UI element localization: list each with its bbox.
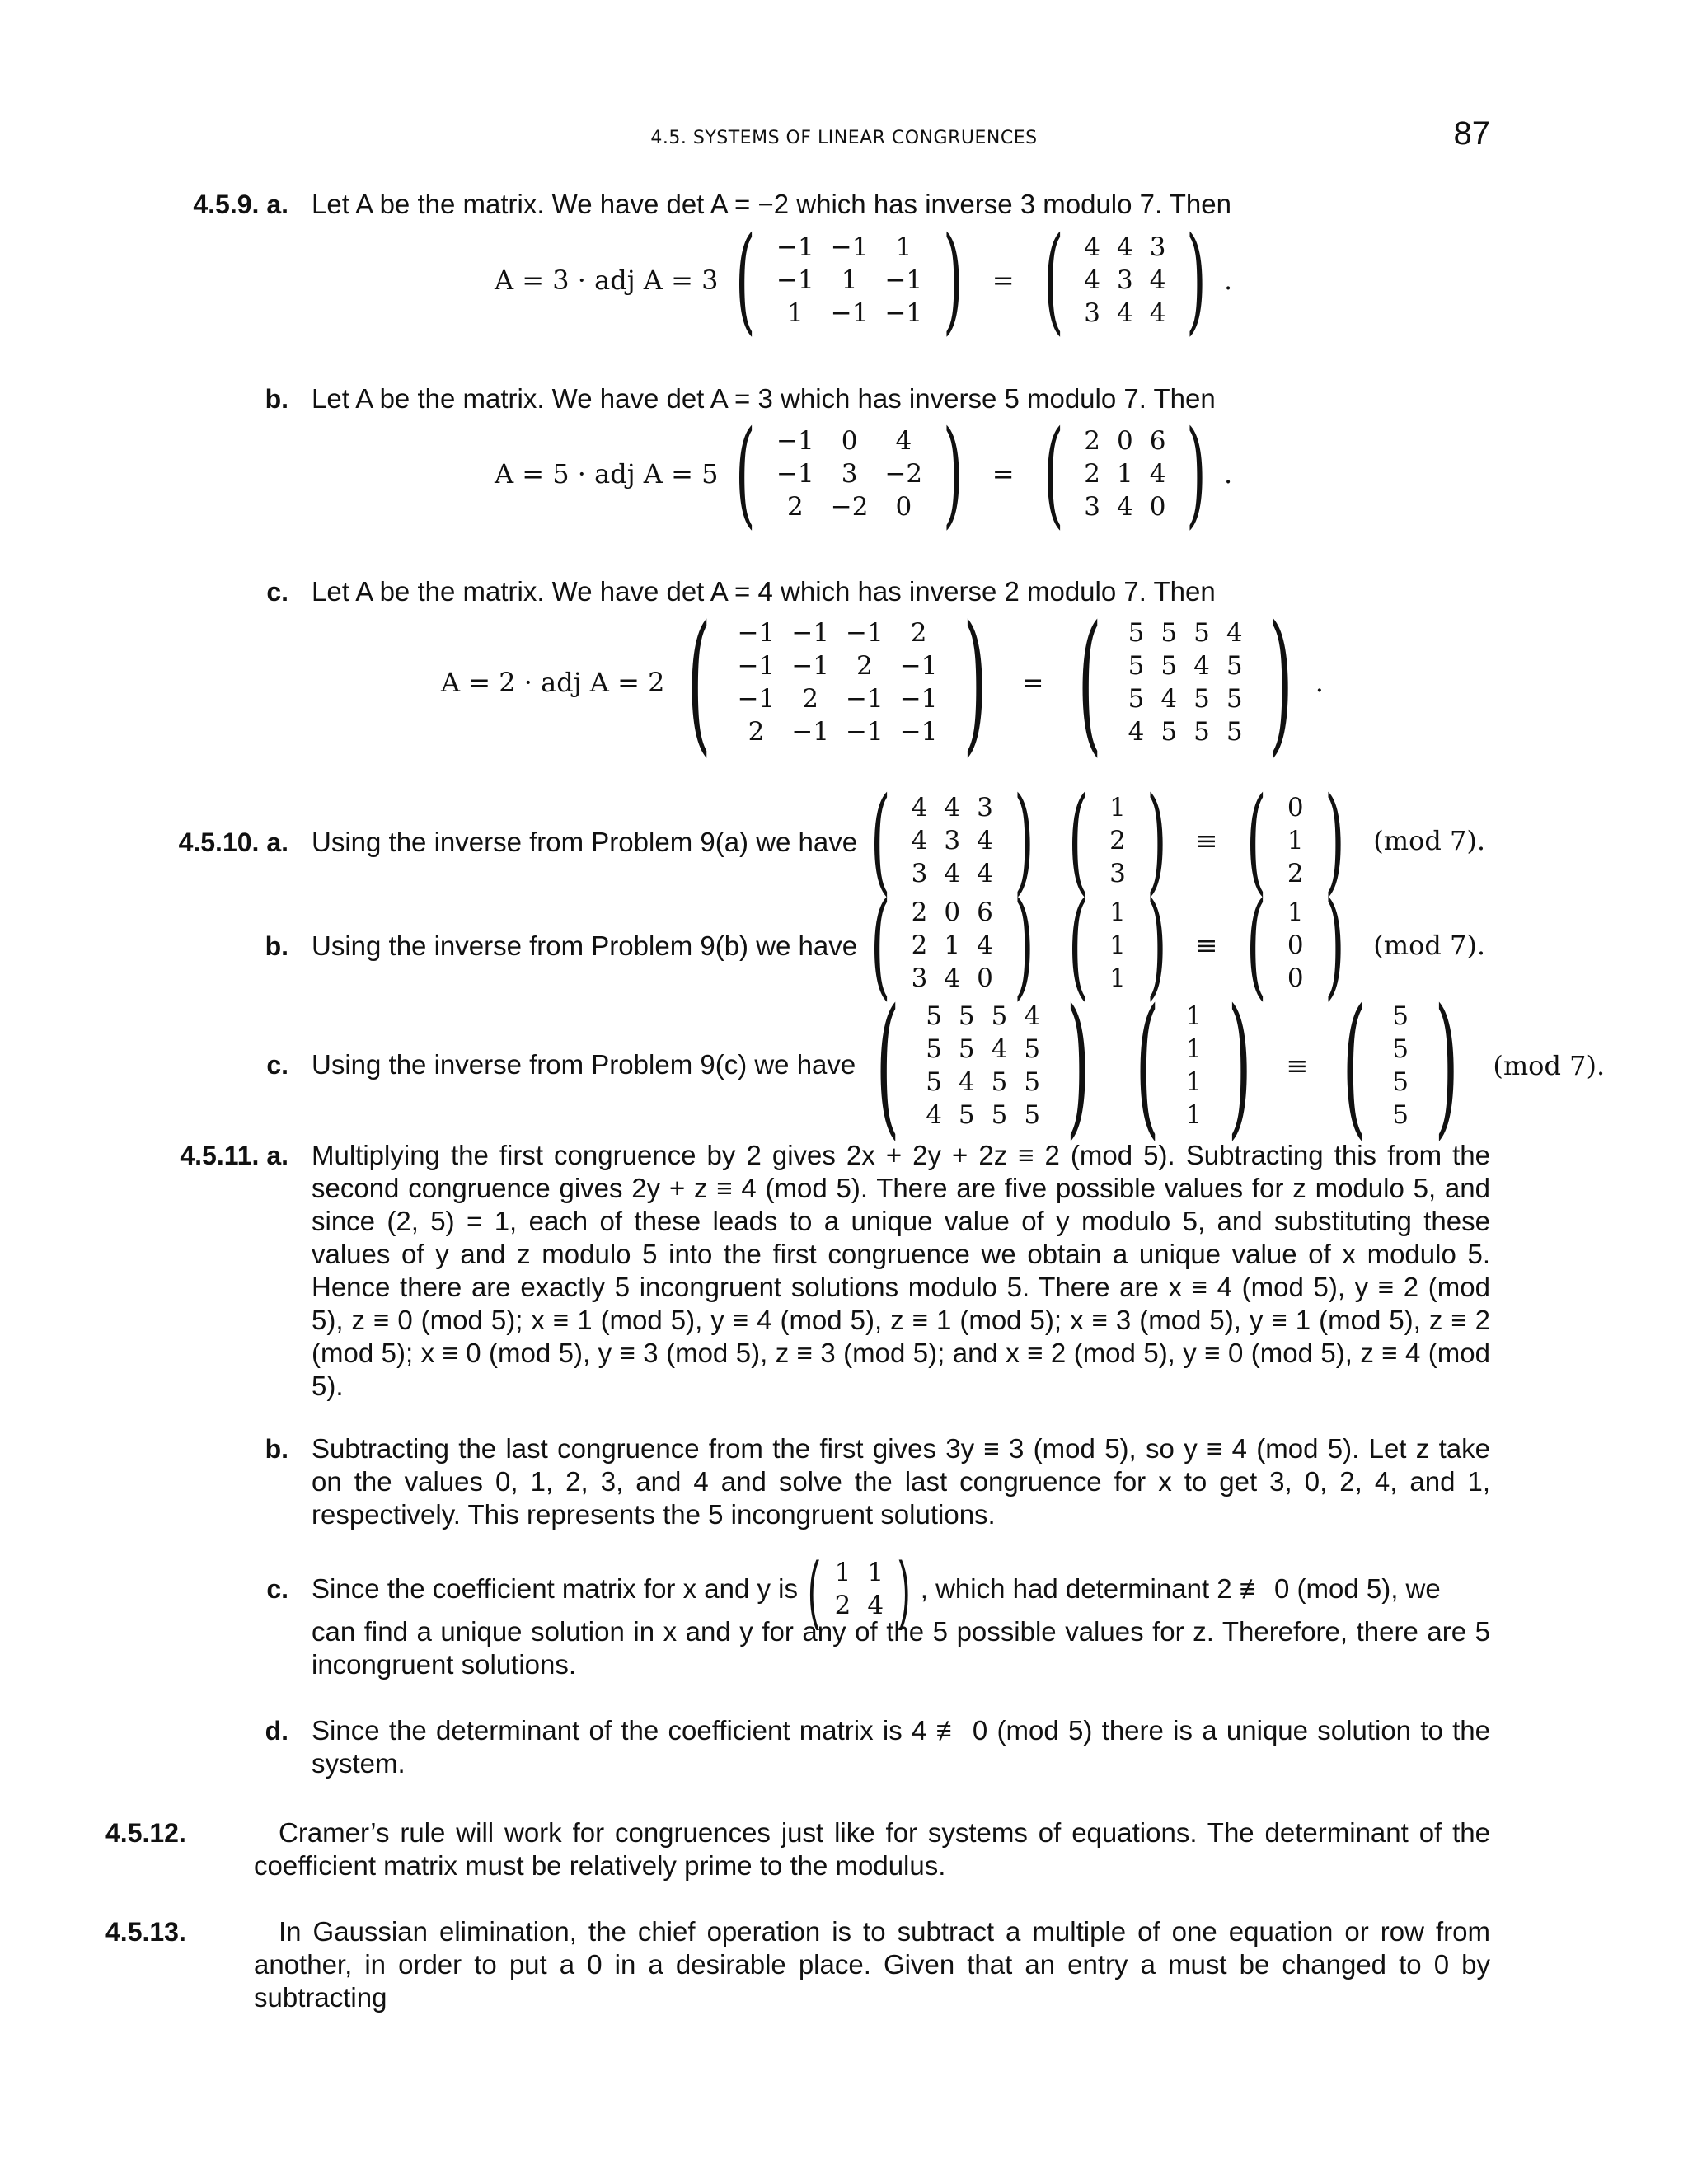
matrix-entry: 5 (958, 1033, 975, 1064)
p9b-adj-matrix: ( −1 0 4 −1 3 −2 2 −2 0 ) (735, 406, 964, 541)
vector-entry: 1 (1185, 1099, 1203, 1130)
matrix-entry: −1 (884, 298, 923, 328)
matrix-entry: 5 (1024, 1099, 1041, 1130)
matrix-entry: 3 (911, 859, 928, 888)
vector-entry: 1 (1185, 1033, 1203, 1064)
matrix-entry: 4 (944, 963, 961, 993)
vector-entry: 5 (1392, 1001, 1409, 1031)
p9b-equation: A = 5 · adj A = 5 ( −1 0 4 −1 3 −2 2 −2 0 ) = ( 2 0 6 2 1 4 3 4 0 ) . (495, 406, 1233, 541)
p10c-matrix: ( 5 5 5 4 5 5 4 5 5 4 5 5 4 5 5 5 ) (875, 976, 1090, 1154)
p10b-answer: ( 1 0 0 ) (1246, 878, 1345, 1012)
problem-label-11a: 4.5.11. a. (180, 1141, 288, 1170)
matrix-entry: 5 (1128, 650, 1145, 681)
matrix-entry: 5 (1160, 617, 1178, 648)
p10b-equation: ( 2 0 6 2 1 4 3 4 0 ) ( 1 1 1 ) ≡ ( 1 0 0 ) (mod 7). (853, 892, 1497, 999)
matrix-entry: 2 (834, 1591, 851, 1620)
p11c-coefficient-matrix: ( 1 1 2 4 ) (808, 1547, 911, 1631)
matrix-entry: 5 (1160, 716, 1178, 747)
matrix-entry: 5 (991, 1066, 1008, 1097)
p10c-mod: (mod 7). (1493, 1049, 1606, 1081)
page-number: 87 (1453, 115, 1490, 152)
p10c-answer: ( 5 5 5 5 ) (1342, 976, 1459, 1154)
p11c-pre: Since the coefficient matrix for x and y is (312, 1573, 798, 1604)
p10b-matrix: ( 2 0 6 2 1 4 3 4 0 ) (870, 878, 1034, 1012)
matrix-entry: 5 (1226, 683, 1243, 714)
matrix-entry: 4 (867, 1591, 884, 1620)
p11c-first-line (312, 1547, 1490, 1631)
matrix-entry: −1 (846, 617, 884, 648)
vector-entry: 5 (1392, 1066, 1409, 1097)
matrix-entry: 2 (748, 716, 765, 747)
p12-block (106, 1816, 1490, 1882)
problem-label-9a: 4.5.9. a. (193, 190, 288, 219)
matrix-entry: 0 (1116, 426, 1133, 456)
problem-label-10b: b. (265, 931, 288, 961)
matrix-entry: 2 (911, 898, 928, 927)
matrix-entry: 6 (977, 898, 993, 927)
p13-block (106, 1915, 1490, 2014)
matrix-entry: 4 (977, 859, 993, 888)
matrix-entry: 4 (1116, 492, 1133, 522)
vector-entry: 1 (1185, 1066, 1203, 1097)
matrix-entry: 4 (991, 1033, 1008, 1064)
matrix-entry: 2 (787, 492, 804, 522)
matrix-entry: 1 (841, 265, 858, 295)
matrix-entry: 5 (991, 1001, 1008, 1031)
matrix-entry: 4 (1024, 1001, 1041, 1031)
vector-entry: 1 (1287, 826, 1304, 855)
matrix-entry: 5 (1024, 1066, 1041, 1097)
vector-entry: 0 (1287, 963, 1304, 993)
problem-label-11d: d. (265, 1716, 288, 1746)
p9b-result-matrix: ( 2 0 6 2 1 4 3 4 0 ) (1043, 406, 1207, 541)
p9a-result-matrix: ( 4 4 3 4 3 4 3 4 4 ) (1043, 213, 1207, 347)
p9a-text: Let A be the matrix. We have det A = −2 which has inverse 3 modulo 7. Then (312, 189, 1231, 219)
matrix-entry: 4 (958, 1066, 975, 1097)
vector-entry: 2 (1287, 859, 1304, 888)
matrix-entry: 5 (958, 1001, 975, 1031)
problem-label-9b: b. (265, 384, 288, 414)
matrix-entry: 1 (834, 1558, 851, 1587)
matrix-entry: 3 (1084, 492, 1100, 522)
matrix-entry: −1 (899, 650, 938, 681)
matrix-entry: 1 (787, 298, 804, 328)
matrix-entry: 4 (1149, 459, 1166, 489)
problem-label-11b: b. (265, 1434, 288, 1464)
problem-label-10a: 4.5.10. a. (178, 827, 288, 857)
p11a-text: Multiplying the first congruence by 2 gives 2x + 2y + 2z ≡ 2 (mod 5). Subtracting this from the second congruence gives 2y + z ≡ 4 (mod 5). There are five possible values for z modulo 5, and since (2, 5) = 1, each of these leads to a unique value of y modulo 5, and substituting these values of y and z modulo 5 into the first congruence we obtain a unique value of x modulo 5. Hence there are exactly 5 incongruent solutions modulo 5. There are x ≡ 4 (mod 5), y ≡ 2 (mod 5), z ≡ 0 (mod 5); x ≡ 1 (mod 5), y ≡ 4 (mod 5), z ≡ 1 (mod 5); x ≡ 3 (mod 5), y ≡ 1 (mod 5), z ≡ 2 (mod 5); x ≡ 0 (mod 5), y ≡ 3 (mod 5), z ≡ 3 (mod 5); and x ≡ 2 (mod 5), y ≡ 0 (mod 5), z ≡ 4 (mod 5). (312, 1140, 1490, 1401)
p11b-text: Subtracting the last congruence from the first gives 3y ≡ 3 (mod 5), so y ≡ 4 (mod 5). Let z take on the values 0, 1, 2, 3, and 4 and solve the last congruence for x to get 3, 0, 2, 4, and 1, respectively. This represents the 5 incongruent solutions. (312, 1433, 1490, 1530)
matrix-entry: 3 (911, 963, 928, 993)
p11c-post: , which had determinant 2 ≢ 0 (mod 5), we (920, 1573, 1441, 1604)
p9a-lhs: A = 3 · adj A = 3 (495, 265, 719, 296)
matrix-entry: 5 (1226, 650, 1243, 681)
matrix-entry: 3 (1149, 232, 1166, 262)
problem-label-12: 4.5.12. (106, 1818, 186, 1848)
matrix-entry: 2 (802, 683, 819, 714)
running-title: 4.5. SYSTEMS OF LINEAR CONGRUENCES (650, 128, 1038, 148)
vector-entry: 5 (1392, 1033, 1409, 1064)
matrix-entry: −1 (830, 298, 869, 328)
matrix-entry: 5 (1128, 683, 1145, 714)
p9c-lhs: A = 2 · adj A = 2 (441, 666, 665, 698)
p9b-text: Let A be the matrix. We have det A = 3 which has inverse 5 modulo 7. Then (312, 383, 1216, 414)
matrix-entry: 4 (895, 426, 912, 456)
vector-entry: 1 (1109, 898, 1126, 927)
p11d-text: Since the determinant of the coefficient matrix is 4 ≢ 0 (mod 5) there is a unique solution to the system. (312, 1715, 1490, 1779)
matrix-entry: −1 (776, 459, 814, 489)
p10a-vector: ( 1 2 3 ) (1068, 773, 1167, 907)
matrix-entry: 5 (1226, 716, 1243, 747)
matrix-entry: 3 (1084, 298, 1100, 328)
matrix-entry: 2 (1084, 459, 1100, 489)
problem-label-9c: c. (266, 577, 288, 607)
matrix-entry: 4 (911, 826, 928, 855)
p9b-lhs: A = 5 · adj A = 5 (495, 458, 719, 490)
matrix-entry: 4 (1084, 232, 1100, 262)
p10a-matrix: ( 4 4 3 4 3 4 3 4 4 ) (870, 773, 1034, 907)
p9a-equation: A = 3 · adj A = 3 ( −1 −1 1 −1 1 −1 1 −1 −1 ) = ( 4 4 3 4 3 4 3 4 4 ) . (495, 213, 1233, 347)
matrix-entry: 3 (944, 826, 961, 855)
matrix-entry: 2 (856, 650, 873, 681)
matrix-entry: −1 (791, 716, 830, 747)
matrix-entry: 4 (1149, 265, 1166, 295)
matrix-entry: −2 (884, 459, 923, 489)
vector-entry: 1 (1109, 930, 1126, 960)
matrix-entry: 4 (977, 826, 993, 855)
matrix-entry: 2 (1084, 426, 1100, 456)
matrix-entry: −1 (791, 650, 830, 681)
matrix-entry: −1 (737, 683, 776, 714)
matrix-entry: 5 (1193, 683, 1210, 714)
vector-entry: 0 (1287, 930, 1304, 960)
p10b-text: Using the inverse from Problem 9(b) we have (312, 930, 858, 961)
matrix-entry: 4 (1128, 716, 1145, 747)
problem-label-10c: c. (266, 1050, 288, 1080)
matrix-entry: 1 (867, 1558, 884, 1587)
vector-entry: 1 (1109, 793, 1126, 823)
vector-entry: 1 (1109, 963, 1126, 993)
vector-entry: 2 (1109, 826, 1126, 855)
matrix-entry: −1 (830, 232, 869, 262)
matrix-entry: 3 (977, 793, 993, 823)
vector-entry: 1 (1185, 1001, 1203, 1031)
vector-entry: 0 (1287, 793, 1304, 823)
vector-entry: 1 (1287, 898, 1304, 927)
matrix-entry: −2 (830, 492, 869, 522)
matrix-entry: 0 (944, 898, 961, 927)
p10a-text: Using the inverse from Problem 9(a) we have (312, 827, 858, 857)
p10a-answer: ( 0 1 2 ) (1246, 773, 1345, 907)
problem-label-11c: c. (266, 1574, 288, 1604)
matrix-entry: 1 (944, 930, 961, 960)
p9c-equation: A = 2 · adj A = 2 ( −1 −1 −1 2 −1 −1 2 −1 −1 2 −1 −1 2 −1 −1 −1 ) = ( 5 5 5 4 5 5 4 5 5 4 5 5 4 5 5 5 ) . (441, 593, 1324, 771)
matrix-entry: 4 (944, 793, 961, 823)
matrix-entry: −1 (899, 716, 938, 747)
p10c-equation: ( 5 5 5 4 5 5 4 5 5 4 5 5 4 5 5 5 ) ( 1 1 1 1 ) ≡ ( 5 5 5 5 ) (mod 7). (853, 993, 1616, 1137)
matrix-entry: −1 (884, 265, 923, 295)
matrix-entry: 6 (1149, 426, 1166, 456)
p10c-vector: ( 1 1 1 1 ) (1135, 976, 1252, 1154)
p9c-result-matrix: ( 5 5 5 4 5 5 4 5 5 4 5 5 4 5 5 5 ) (1078, 593, 1293, 771)
p10c-text: Using the inverse from Problem 9(c) we have (312, 1049, 856, 1080)
matrix-entry: 3 (841, 459, 858, 489)
matrix-entry: 5 (1193, 716, 1210, 747)
matrix-entry: 1 (1116, 459, 1133, 489)
matrix-entry: 4 (1193, 650, 1210, 681)
matrix-entry: 5 (1024, 1033, 1041, 1064)
matrix-entry: 4 (926, 1099, 942, 1130)
matrix-entry: 4 (1116, 232, 1133, 262)
matrix-entry: 5 (991, 1099, 1008, 1130)
matrix-entry: −1 (776, 265, 814, 295)
matrix-entry: −1 (776, 232, 814, 262)
matrix-entry: −1 (791, 617, 830, 648)
matrix-entry: −1 (776, 426, 814, 456)
matrix-entry: 2 (911, 930, 928, 960)
p10b-vector: ( 1 1 1 ) (1068, 878, 1167, 1012)
matrix-entry: 4 (911, 793, 928, 823)
p9a-adj-matrix: ( −1 −1 1 −1 1 −1 1 −1 −1 ) (735, 213, 964, 347)
matrix-entry: 5 (1193, 617, 1210, 648)
vector-entry: 3 (1109, 859, 1126, 888)
matrix-entry: 5 (926, 1001, 942, 1031)
matrix-entry: 3 (1116, 265, 1133, 295)
p9c-adj-matrix: ( −1 −1 −1 2 −1 −1 2 −1 −1 2 −1 −1 2 −1 −1 −1 ) (687, 593, 987, 771)
matrix-entry: −1 (899, 683, 938, 714)
matrix-entry: 4 (1084, 265, 1100, 295)
matrix-entry: 4 (977, 930, 993, 960)
matrix-entry: 0 (895, 492, 912, 522)
matrix-entry: 5 (1160, 650, 1178, 681)
problem-label-13: 4.5.13. (106, 1917, 186, 1947)
p10a-mod: (mod 7). (1373, 825, 1485, 856)
p10a-equation: ( 4 4 3 4 3 4 3 4 4 ) ( 1 2 3 ) ≡ ( 0 1 2 ) (mod 7). (853, 787, 1497, 894)
matrix-entry: −1 (846, 716, 884, 747)
matrix-entry: 4 (1149, 298, 1166, 328)
matrix-entry: 5 (958, 1099, 975, 1130)
p12-text: Cramer’s rule will work for congruences just like for systems of equations. The determinant of the coefficient matrix must be relatively prime to the modulus. (254, 1817, 1490, 1881)
matrix-entry: 1 (895, 232, 912, 262)
matrix-entry: 0 (977, 963, 993, 993)
matrix-entry: 4 (1160, 683, 1178, 714)
vector-entry: 5 (1392, 1099, 1409, 1130)
p10b-mod: (mod 7). (1373, 930, 1485, 961)
matrix-entry: 4 (1226, 617, 1243, 648)
matrix-entry: 0 (1149, 492, 1166, 522)
p13-text: In Gaussian elimination, the chief operation is to subtract a multiple of one equation or row from another, in order to put a 0 in a desirable place. Given that an entry a must be changed to 0 by subtracting (254, 1916, 1490, 2013)
matrix-entry: 0 (841, 426, 858, 456)
matrix-entry: 4 (944, 859, 961, 888)
p9c-text: Let A be the matrix. We have det A = 4 which has inverse 2 modulo 7. Then (312, 576, 1216, 607)
matrix-entry: 4 (1116, 298, 1133, 328)
matrix-entry: −1 (737, 650, 776, 681)
matrix-entry: 5 (926, 1066, 942, 1097)
matrix-entry: −1 (737, 617, 776, 648)
matrix-entry: −1 (846, 683, 884, 714)
matrix-entry: 5 (926, 1033, 942, 1064)
matrix-entry: 5 (1128, 617, 1145, 648)
p11c-rest: can find a unique solution in x and y for any of the 5 possible values for z. Therefore, there are 5 incongruent solutions. (312, 1616, 1490, 1680)
matrix-entry: 2 (910, 617, 927, 648)
